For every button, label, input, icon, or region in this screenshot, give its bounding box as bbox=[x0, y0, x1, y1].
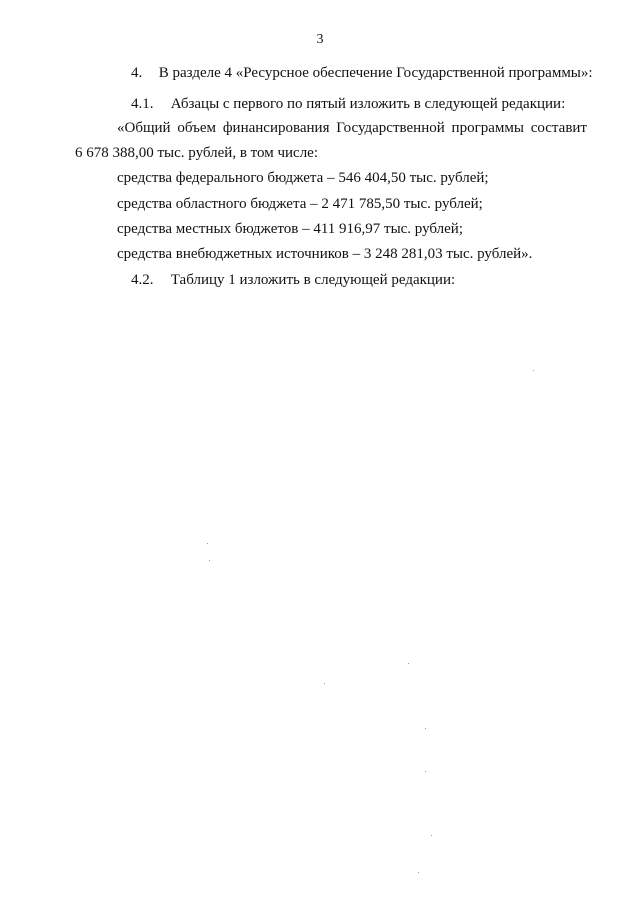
scan-speck bbox=[431, 835, 432, 836]
regional-budget-line: средства областного бюджета – 2 471 785,50 тыс. рублей; bbox=[117, 196, 483, 212]
paragraph-number: 4.2. bbox=[131, 272, 154, 288]
scan-speck bbox=[324, 683, 325, 684]
paragraph-text: Абзацы с первого по пятый изложить в следующей редакции: bbox=[170, 96, 566, 112]
scan-speck bbox=[408, 663, 409, 664]
extrabudgetary-line: средства внебюджетных источников – 3 248 281,03 тыс. рублей». bbox=[117, 246, 533, 262]
paragraph-number: 4. bbox=[131, 65, 143, 81]
scan-speck bbox=[209, 560, 210, 561]
paragraph-4-1 bbox=[131, 95, 565, 113]
paragraph-text: Таблицу 1 изложить в следующей редакции: bbox=[170, 272, 456, 288]
financing-line-1: «Общий объем финансирования Государственной программы составит bbox=[117, 120, 587, 136]
federal-budget-line: средства федерального бюджета – 546 404,50 тыс. рублей; bbox=[117, 170, 489, 186]
scan-speck bbox=[425, 728, 426, 729]
scan-speck bbox=[425, 771, 426, 772]
scan-speck bbox=[533, 370, 534, 371]
scan-speck bbox=[207, 543, 208, 544]
page-number: 3 bbox=[316, 32, 324, 47]
scan-speck bbox=[418, 872, 419, 873]
paragraph-4-2 bbox=[131, 271, 455, 289]
local-budget-line: средства местных бюджетов – 411 916,97 тыс. рублей; bbox=[117, 221, 464, 237]
paragraph-number: 4.1. bbox=[131, 96, 154, 112]
financing-line-2: 6 678 388,00 тыс. рублей, в том числе: bbox=[75, 145, 319, 161]
paragraph-text: В разделе 4 «Ресурсное обеспечение Государственной программы»: bbox=[158, 65, 593, 81]
paragraph-4 bbox=[131, 64, 593, 82]
